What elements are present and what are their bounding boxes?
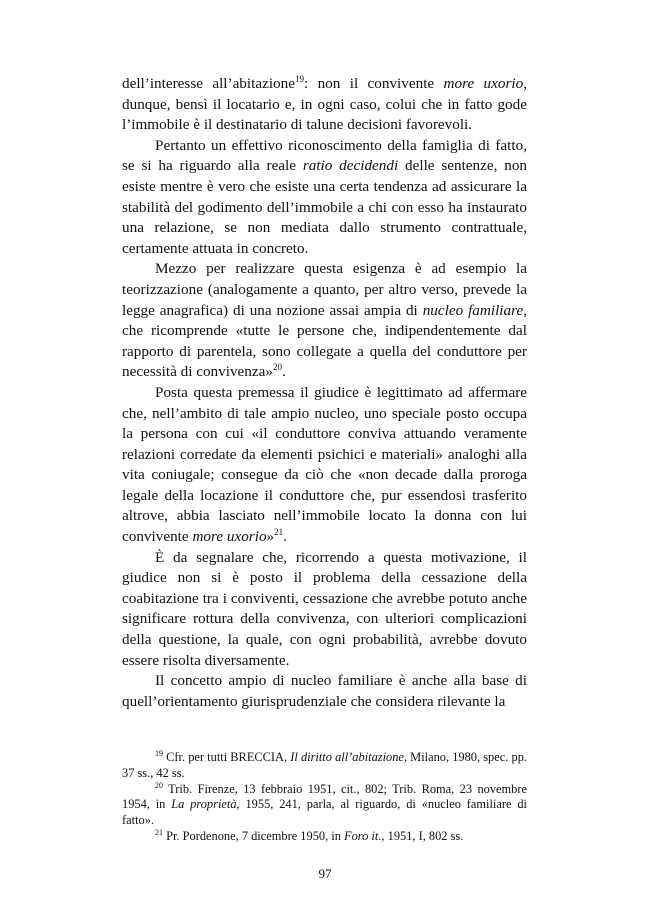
footnotes	[122, 750, 527, 845]
page-number: 97	[318, 866, 332, 881]
paragraph: Mezzo per realizzare questa esigenza è ad esempio la teorizzazione (analogamente a quanto, per altro verso, prevede la legge anagrafica) di una nozione assai ampia di nucleo familiare, che ricomprende «tutte le persone che, indipendentemente dal rapporto di parentela, sono collegate a quella del conduttore per necessità di convivenza»$^{20}$.	[122, 260, 527, 381]
paragraph: È da segnalare che, ricorrendo a questa motivazione, il giudice non si è posto il problema della cessazione della coabitazione tra i conviventi, cessazione che avrebbe potuto anche significare rottura della convivenza, con ulteriori complicazioni della questione, la quale, con ogni probabilità, avrebbe dovuto essere risolta diversamente.	[122, 548, 527, 669]
paragraph: Il concetto ampio di nucleo familiare è anche alla base di quell’orientamento giurisprudenziale che considera rilevante la	[122, 672, 527, 710]
footnote-ref: 21	[274, 527, 284, 538]
footnote: $^{20}$ Trib. Firenze, 13 febbraio 1951, cit., 802; Trib. Roma, 23 novembre 1954, in La proprietà, 1955, 241, parla, al riguardo, di «nucleo familiare di fatto».	[122, 780, 527, 828]
footnote: $^{19}$ Cfr. per tutti BRECCIA, Il diritto all’abitazione, Milano, 1980, spec. pp. 37 ss., 42 ss.	[122, 749, 527, 780]
paragraph: dell’interesse all’abitazione$^{19}$: non il convivente more uxorio, dunque, bensì il locatario e, in ogni caso, colui che in fatto gode l’immobile è il destinatario di talune decisioni favorevoli.	[122, 74, 527, 134]
main-text	[122, 74, 527, 712]
footnote: $^{21}$ Pr. Pordenone, 7 dicembre 1950, in Foro it., 1951, I, 802 ss.	[155, 827, 464, 843]
paragraph: Pertanto un effettivo riconoscimento della famiglia di fatto, se si ha riguardo alla reale ratio decidendi delle sentenze, non esiste mentre è vero che esiste una certa tendenza ad assicurare la stabilità del godimento dell’immobile a chi con esso ha instaurato una relazione, se non mediata dallo strumento contrattuale, certamente attuata in concreto.	[122, 136, 528, 257]
footnote-ref: 20	[272, 362, 282, 373]
footnote-ref: 19	[294, 74, 304, 84]
paragraph: Posta questa premessa il giudice è legittimato ad affermare che, nell’ambito di tale ampio nucleo, uno speciale posto occupa la persona con cui «il conduttore conviva attuando veramente relazioni corredate da elementi psichici e materiali» analoghi alla vita coniugale; consegue da ciò che «non decade dalla proroga legale della locazione il conduttore che, pur essendosi trasferito altrove, abbia lasciato nell’immobile locato la donna con lui convivente more uxorio»$^{21}$.	[122, 383, 527, 546]
